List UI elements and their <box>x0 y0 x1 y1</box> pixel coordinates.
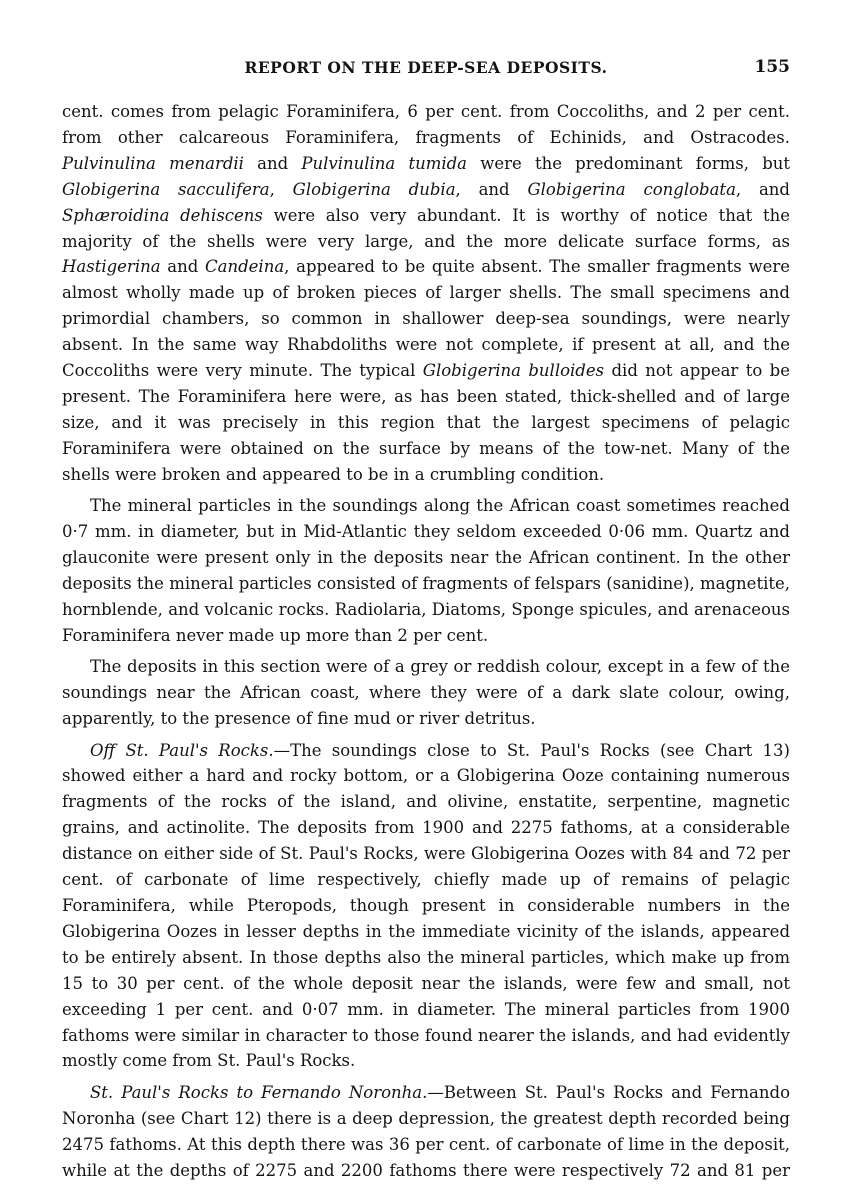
text-run: , appeared to be quite absent. The smaller fragments were almost wholly made up of broken pieces of larger shells. The small specimens and primordial chambers, so common in shallower deep-sea soundings, were nearly absent. In the same way Rhabdoliths were not complete, if present at all, and the Coccoliths were very minute. The typical <box>62 257 790 381</box>
text-run: , <box>269 179 293 199</box>
italic-text-run: Pulvinulina menardii <box>62 153 244 173</box>
page-number: 155 <box>754 57 790 77</box>
text-run: and <box>160 257 205 277</box>
italic-text-run: Globigerina conglobata <box>527 179 736 199</box>
italic-text-run: Off St. Paul's Rocks. <box>90 740 274 760</box>
italic-text-run: Globigerina dubia <box>292 179 456 199</box>
text-run: and <box>243 153 302 173</box>
paragraph <box>62 1080 790 1184</box>
italic-text-run: Hastigerina <box>62 257 161 277</box>
text-run: , and <box>455 179 528 199</box>
italic-text-run: Globigerina bulloides <box>422 361 605 381</box>
text-run: were also very abundant. It is worthy of notice that the majority of the shells were very large, and the more delicate surface forms, as <box>62 205 790 251</box>
italic-text-run: Candeina <box>205 257 285 277</box>
text-run: The mineral particles in the soundings along the African coast sometimes reached 0·7 mm. in diameter, but in Mid-Atlantic they seldom exceeded 0·06 mm. Quartz and glauconite were present only in the deposits near the African continent. In the other deposits the mineral particles consisted of fragments of felspars (sanidine), magnetite, hornblende, and volcanic rocks. Radiolaria, Diatoms, Sponge spicules, and arenaceous Foraminifera never made up more than 2 per cent. <box>62 496 790 645</box>
text-run: cent. comes from pelagic Foraminifera, 6 per cent. from Coccoliths, and 2 per cent. from other calcareous Foraminifera, fragments of Echinids, and Ostracodes. <box>62 102 790 147</box>
text-run: —The soundings close to St. Paul's Rocks (see Chart 13) showed either a hard and rocky bottom, or a Globigerina Ooze containing numerous fragments of the rocks of the island, and olivine, enstatite, serpentine, magnetic grains, and actinolite. The deposits from 1900 and 2275 fathoms, at a considerable distance on either side of St. Paul's Rocks, were Globigerina Oozes with 84 and 72 per cent. of carbonate of lime respectively, chiefly made up of remains of pelagic Foraminifera, while Pteropods, though present in considerable numbers in the Globigerina Oozes in lesser depths in the immediate vicinity of the islands, appeared to be entirely absent. In those depths also the mineral particles, which make up from 15 to 30 per cent. of the whole deposit near the islands, were few and small, not exceeding 1 per cent. and 0·07 mm. in diameter. The mineral particles from 1900 fathoms were similar in character to those found nearer the islands, and had evidently mostly come from St. Paul's Rocks. <box>62 740 790 1071</box>
paragraph <box>62 738 790 1075</box>
paragraph <box>62 654 790 732</box>
paragraph <box>62 99 790 488</box>
text-run: , and <box>735 179 790 199</box>
text-run: —Between St. Paul's Rocks and Fernando Noronha (see Chart 12) there is a deep depression, the greatest depth recorded being 2475 fathoms. At this depth there was 36 per cent. of carbonate of lime in the deposit, while at the depths of 2275 and 2200 fathoms there were respectively 72 and 81 per <box>62 1082 791 1180</box>
italic-text-run: St. Paul's Rocks to Fernando Noronha. <box>90 1082 428 1102</box>
text-run: did not appear to be present. The Foraminifera here were, as has been stated, thick-shelled and of large size, and it was precisely in this region that the largest specimens of pelagic Foraminifera were obtained on the surface by means of the tow-net. Many of the shells were broken and appeared to be in a crumbling condition. <box>62 361 790 484</box>
italic-text-run: Globigerina sacculifera <box>62 179 270 199</box>
page-header <box>62 58 790 82</box>
italic-text-run: Sphæroidina dehiscens <box>62 205 263 225</box>
paragraph <box>62 493 790 648</box>
italic-text-run: Pulvinulina tumida <box>301 153 468 173</box>
text-run: The deposits in this section were of a grey or reddish colour, except in a few of the soundings near the African coast, where they were of a dark slate colour, owing, apparently, to the presence of fine mud or river detritus. <box>62 657 790 729</box>
body-text <box>62 99 790 1184</box>
text-run: were the predominant forms, but <box>467 153 791 173</box>
running-title: REPORT ON THE DEEP-SEA DEPOSITS. <box>244 58 608 77</box>
